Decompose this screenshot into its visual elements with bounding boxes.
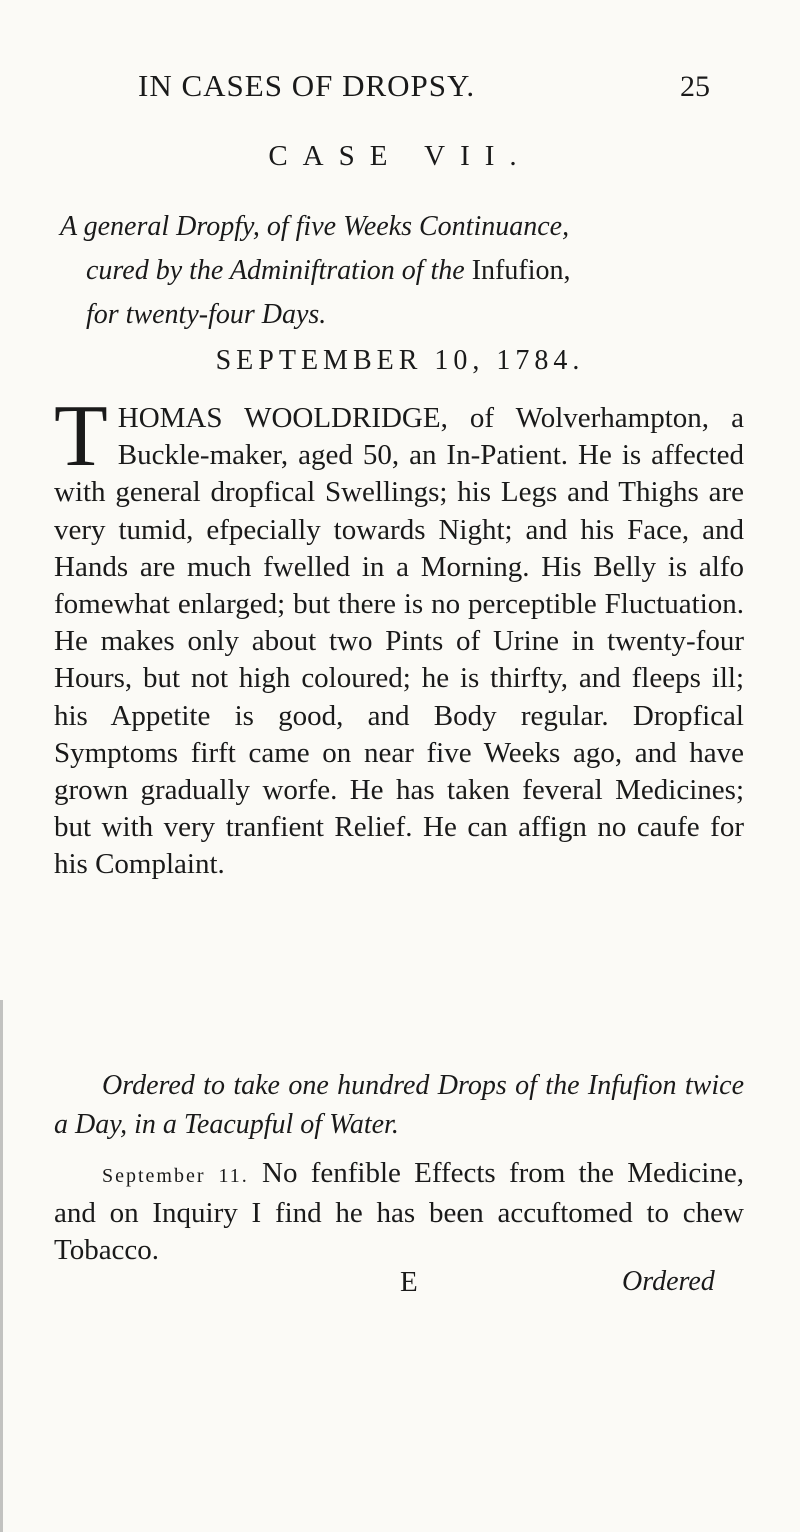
- subtitle-line-3: for twenty-four Days.: [86, 299, 327, 330]
- diary-entry: [54, 1155, 744, 1269]
- running-head: IN CASES OF DROPSY.: [138, 68, 476, 103]
- subtitle-line-2: [60, 249, 740, 293]
- catchword: Ordered: [622, 1266, 715, 1297]
- subtitle-line-2-roman: Infufion,: [471, 255, 571, 286]
- case-subtitle: [60, 205, 740, 337]
- signature-mark: E: [400, 1266, 418, 1298]
- page-edge-shadow: [0, 1000, 3, 1532]
- page-footer: [0, 1266, 800, 1306]
- ordered-paragraph: Ordered to take one hundred Drops of the Infufion twice a Day, in a Teacupful of Water.: [54, 1070, 744, 1140]
- subtitle-line-1: A general Dropfy, of five Weeks Continuance,: [60, 211, 570, 242]
- date-heading: SEPTEMBER 10, 1784.: [215, 345, 585, 376]
- subtitle-line-2-italic: cured by the Adminiftration of the: [86, 255, 472, 286]
- page-header: [110, 68, 710, 118]
- case-title: CASE VII.: [268, 140, 532, 172]
- entry-text: No fenfible Effects from the Medicine, and on Inquiry I find he has been accuftomed to chew Tobacco.: [54, 1157, 744, 1266]
- entry-date: September 11.: [102, 1165, 249, 1187]
- case-body-text: HOMAS WOOLDRIDGE, of Wolverhampton, a Buckle-maker, aged 50, an In-Patient. He is affected with general dropfical Swellings; his Legs and Thighs are very tumid, efpecially towards Night; and his Face, and Hands are much fwelled in a Morning. His Belly is alfo fomewhat enlarged; but there is no perceptible Fluctuation. He makes only about two Pints of Urine in twenty-four Hours, but not high coloured; he is thirfty, and fleeps ill; his Appetite is good, and Body regular. Dropfical Symptoms firft came on near five Weeks ago, and have grown gradually worfe. He has taken feveral Medicines; but with very tranfient Relief. He can affign no caufe for his Complaint.: [54, 402, 744, 881]
- drop-cap: T: [54, 388, 108, 485]
- case-body: [54, 388, 744, 884]
- page-number: 25: [680, 70, 710, 103]
